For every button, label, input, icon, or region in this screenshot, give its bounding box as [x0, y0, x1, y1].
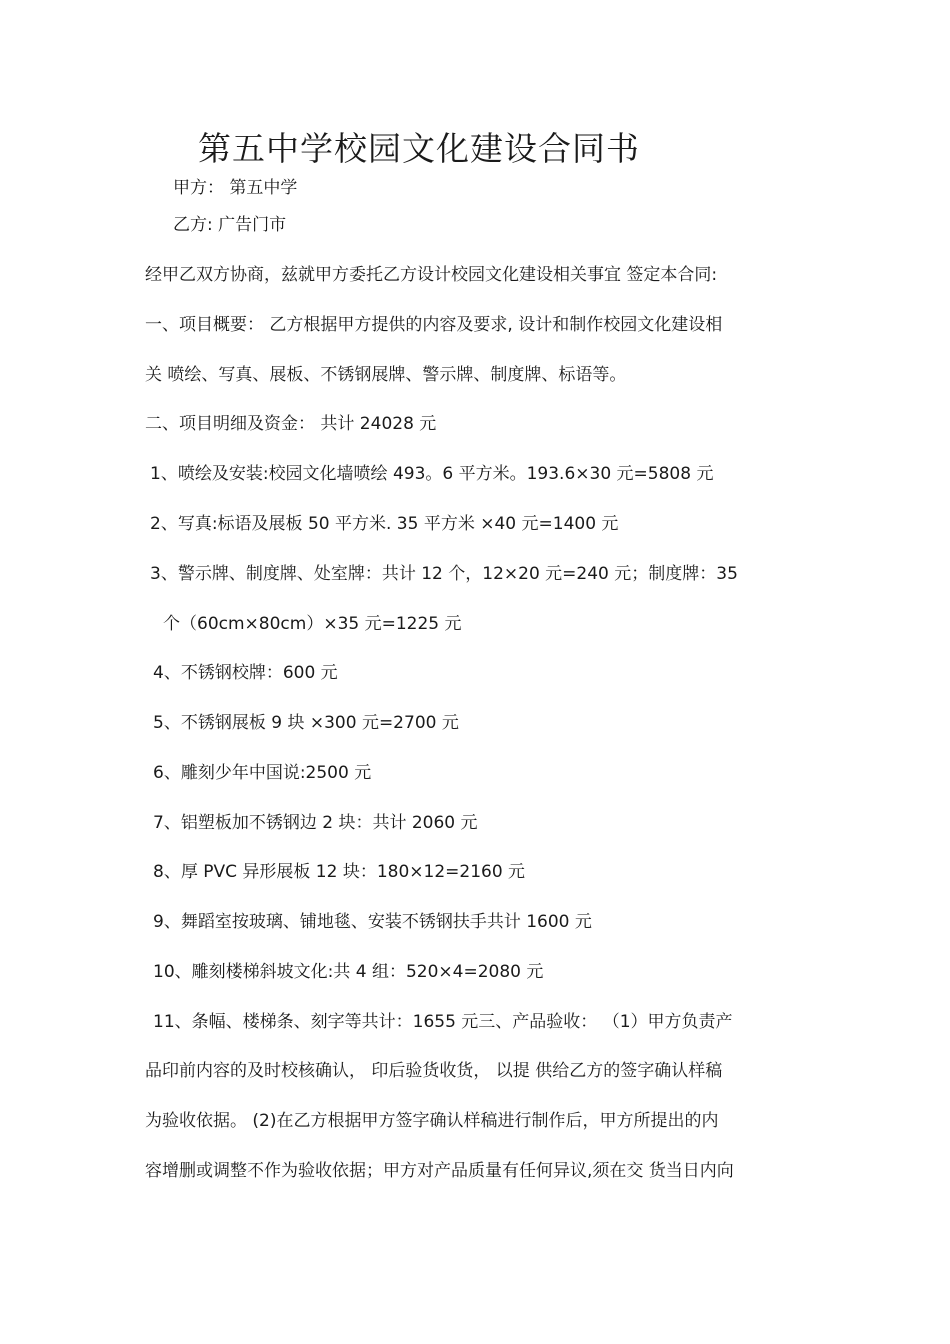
acceptance-line: 容增删或调整不作为验收依据；甲方对产品质量有任何异议,须在交 货当日内向 [145, 1161, 734, 1181]
party-a-line: 甲方： 第五中学 [173, 178, 298, 198]
list-item: 11、条幅、楼梯条、刻字等共计：1655 元三、产品验收： （1）甲方负责产 [153, 1012, 733, 1032]
section1-line1: 一、项目概要： 乙方根据甲方提供的内容及要求, 设计和制作校园文化建设相 [145, 315, 723, 335]
intro-paragraph: 经甲乙双方协商，兹就甲方委托乙方设计校园文化建设相关事宜 签定本合同: [145, 265, 718, 285]
list-item: 7、铝塑板加不锈钢边 2 块：共计 2060 元 [153, 813, 478, 833]
list-item: 9、舞蹈室按玻璃、铺地毯、安装不锈钢扶手共计 1600 元 [153, 912, 592, 932]
list-item: 个（60cm×80cm）×35 元=1225 元 [163, 614, 462, 634]
list-item: 3、警示牌、制度牌、处室牌：共计 12 个，12×20 元=240 元；制度牌：35 [150, 564, 738, 584]
list-item: 2、写真:标语及展板 50 平方米. 35 平方米 ×40 元=1400 元 [150, 514, 619, 534]
list-item: 5、不锈钢展板 9 块 ×300 元=2700 元 [153, 713, 459, 733]
list-item: 6、雕刻少年中国说:2500 元 [153, 763, 372, 783]
list-item: 8、厚 PVC 异形展板 12 块：180×12=2160 元 [153, 862, 526, 882]
document-title: 第五中学校园文化建设合同书 [198, 129, 640, 168]
acceptance-line: 品印前内容的及时校核确认， 印后验货收货， 以提 供给乙方的签字确认样稿 [145, 1061, 723, 1081]
list-item: 10、雕刻楼梯斜坡文化:共 4 组：520×4=2080 元 [153, 962, 544, 982]
section1-line2: 关 喷绘、写真、展板、不锈钢展牌、警示牌、制度牌、标语等。 [145, 365, 627, 385]
acceptance-line: 为验收依据。 (2)在乙方根据甲方签字确认样稿进行制作后，甲方所提出的内 [145, 1111, 719, 1131]
list-item: 1、喷绘及安装:校园文化墙喷绘 493。6 平方米。193.6×30 元=5808 元 [150, 464, 714, 484]
section2-heading: 二、项目明细及资金： 共计 24028 元 [145, 414, 437, 434]
list-item: 4、不锈钢校牌：600 元 [153, 663, 338, 683]
party-b-line: 乙方: 广告门市 [173, 215, 287, 235]
